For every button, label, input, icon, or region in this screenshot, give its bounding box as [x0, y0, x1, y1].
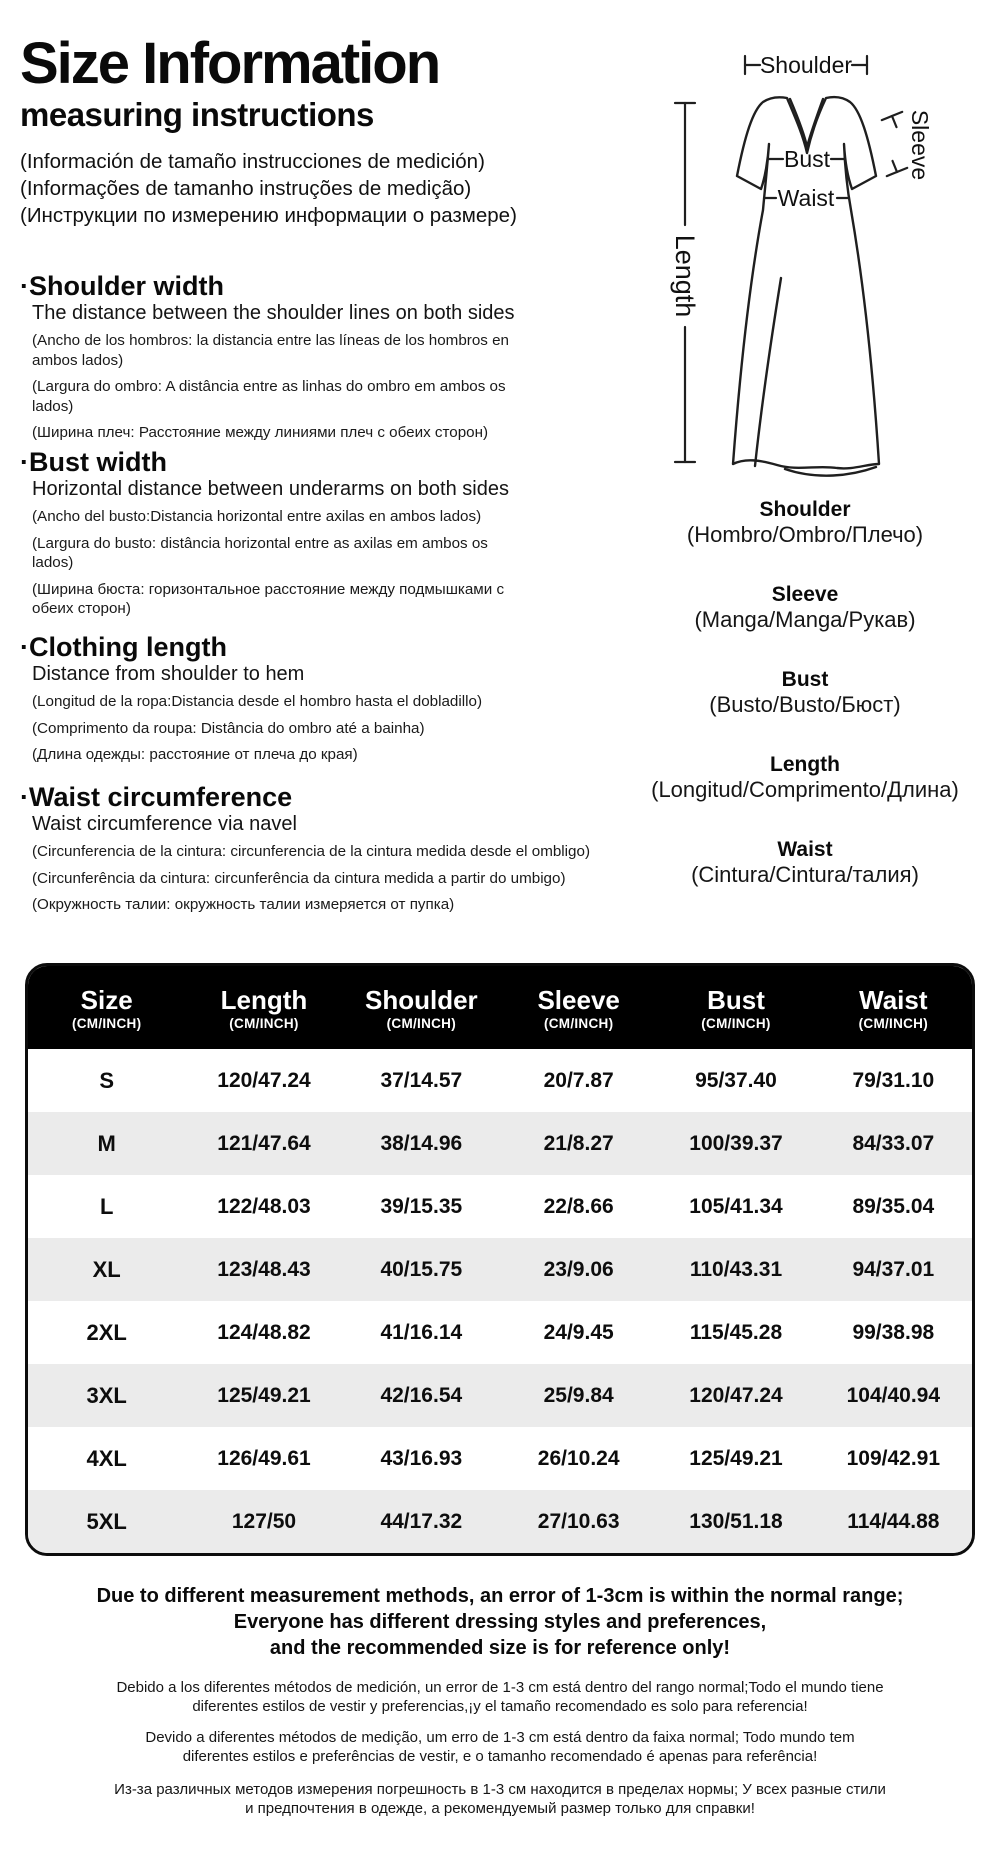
- cell-sleeve: 27/10.63: [537, 1509, 620, 1533]
- legend-translation: (Hombro/Ombro/Плечо): [686, 522, 924, 547]
- legend-term: Waist: [777, 838, 833, 861]
- cell-length: 124/48.82: [217, 1320, 311, 1344]
- translation-es: (Ancho de los hombros: la distancia entre las líneas de los hombros en ambos lados): [32, 332, 509, 369]
- cell-size: L: [99, 1193, 114, 1219]
- notice-portuguese: [0, 1728, 1000, 1766]
- cell-waist: 79/31.10: [852, 1068, 935, 1092]
- cell-length: 123/48.43: [217, 1257, 311, 1281]
- sleeve-tick-top: [882, 112, 907, 131]
- title-translation-es: (Información de tamaño instrucciones de medición): [20, 150, 485, 173]
- cell-waist: 99/38.98: [852, 1320, 935, 1344]
- notice-ru-line2: и предпочтения в одежде, а рекомендуемый размер только для справки!: [245, 1800, 755, 1817]
- dress-diagram-svg: [585, 40, 1000, 492]
- cell-waist: 89/35.04: [852, 1194, 935, 1218]
- cell-shoulder: 37/14.57: [380, 1068, 463, 1092]
- table-row-5xl: [28, 1490, 972, 1553]
- notice-en-line1: Due to different measurement methods, an error of 1-3cm is within the normal range;: [96, 1585, 904, 1607]
- cell-waist: 104/40.94: [846, 1383, 941, 1407]
- legend-term: Length: [770, 753, 840, 776]
- section-clothing-length: [20, 632, 580, 772]
- cell-length: 122/48.03: [217, 1194, 311, 1218]
- translation-ru: (Ширина бюста: горизонтальное расстояние между подмышками с обеих сторон): [32, 580, 505, 617]
- legend-term: Shoulder: [759, 498, 851, 521]
- legend-item-shoulder: [585, 498, 1000, 547]
- cell-bust: 115/45.28: [689, 1320, 783, 1344]
- notice-es-line1: Debido a los diferentes métodos de medición, un error de 1-3 cm está dentro del rango normal;Todo el mundo tiene: [116, 1679, 884, 1696]
- notice-pt-line1: Devido a diferentes métodos de medição, um erro de 1-3 cm está dentro da faixa normal; Todo mundo tem: [145, 1729, 855, 1746]
- table-row-3xl: [28, 1364, 972, 1427]
- notice-en-line2: Everyone has different dressing styles and preferences,: [233, 1611, 767, 1633]
- section-heading: ·Bust width: [20, 447, 167, 477]
- section-description: Horizontal distance between underarms on both sides: [32, 478, 509, 500]
- cell-length: 126/49.61: [217, 1446, 311, 1470]
- diagram-shoulder-label: Shoulder: [759, 52, 853, 78]
- size-table: [25, 963, 975, 1556]
- title-translations: [20, 148, 580, 229]
- title-translation-pt: (Informações de tamanho instruções de medição): [20, 177, 472, 200]
- cell-length: 127/50: [231, 1509, 297, 1533]
- translation-ru: (Окружность талии: окружность талии измеряется от пупка): [32, 896, 455, 913]
- cell-size: 2XL: [86, 1319, 127, 1345]
- diagram-sleeve-label: Sleeve: [907, 109, 933, 181]
- title-block: [20, 33, 580, 229]
- page-title: Size Information: [20, 31, 440, 96]
- column-header-waist: Waist (CM/INCH): [858, 984, 929, 1031]
- cell-sleeve: 23/9.06: [543, 1257, 614, 1281]
- table-row-l: [28, 1175, 972, 1238]
- column-header-shoulder: Shoulder (CM/INCH): [364, 984, 478, 1031]
- notice-es-line2: diferentes estilos de vestir y preferencias,¡y el tamaño recomendado es solo para referencia!: [192, 1698, 808, 1715]
- diagram-bust-label: Bust: [783, 146, 831, 172]
- legend-term: Bust: [781, 668, 829, 691]
- cell-sleeve: 20/7.87: [543, 1068, 614, 1092]
- bullet: ·: [20, 271, 29, 301]
- section-description: Waist circumference via navel: [32, 813, 297, 835]
- cell-length: 125/49.21: [217, 1383, 311, 1407]
- dress-measure-diagram: [585, 40, 1000, 492]
- cell-waist: 94/37.01: [852, 1257, 935, 1281]
- notice-russian: [0, 1780, 1000, 1818]
- translation-ru: (Ширина плеч: Расстояние между линиями плеч с обеих сторон): [32, 424, 489, 441]
- cell-size: M: [97, 1130, 116, 1156]
- cell-sleeve: 21/8.27: [543, 1131, 614, 1155]
- bullet: ·: [20, 632, 29, 662]
- section-description: The distance between the shoulder lines on both sides: [32, 302, 515, 324]
- translation-pt: (Largura do busto: distância horizontal entre as axilas em ambos os lados): [32, 534, 488, 571]
- cell-bust: 130/51.18: [689, 1509, 783, 1533]
- section-translations: [20, 842, 591, 915]
- section-translations: [20, 507, 580, 619]
- cell-bust: 120/47.24: [689, 1383, 783, 1407]
- column-header-bust: Bust (CM/INCH): [701, 984, 771, 1031]
- section-bust-width: [20, 447, 580, 626]
- cell-size: 4XL: [86, 1445, 127, 1471]
- table-row-m: [28, 1112, 972, 1175]
- sleeve-tick-bottom: [882, 157, 907, 176]
- legend-translation: (Longitud/Comprimento/Длина): [651, 777, 959, 802]
- translation-pt: (Largura do ombro: A distância entre as linhas do ombro em ambos os lados): [32, 378, 506, 415]
- legend-translation: (Busto/Busto/Бюст): [709, 692, 901, 717]
- table-row-s: [28, 1049, 972, 1112]
- table-row-xl: [28, 1238, 972, 1301]
- diagram-waist-label: Waist: [777, 185, 835, 211]
- cell-shoulder: 44/17.32: [380, 1509, 463, 1533]
- section-heading: ·Waist circumference: [20, 782, 293, 812]
- legend-item-sleeve: [585, 583, 1000, 632]
- cell-waist: 109/42.91: [846, 1446, 941, 1470]
- legend-term: Sleeve: [771, 583, 839, 606]
- cell-shoulder: 40/15.75: [380, 1257, 463, 1281]
- page-subtitle: measuring instructions: [20, 96, 374, 133]
- measure-legend: [585, 498, 1000, 923]
- legend-translation: (Cintura/Cintura/талия): [691, 862, 919, 887]
- section-translations: [20, 331, 580, 443]
- cell-size: 3XL: [86, 1382, 127, 1408]
- cell-waist: 84/33.07: [852, 1131, 935, 1155]
- cell-size: 5XL: [86, 1508, 127, 1534]
- legend-item-length: [585, 753, 1000, 802]
- section-heading: ·Clothing length: [20, 632, 227, 662]
- cell-waist: 114/44.88: [847, 1509, 940, 1533]
- translation-pt: (Circunferência da cintura: circunferência da cintura medida a partir do umbigo): [32, 869, 566, 887]
- cell-sleeve: 22/8.66: [543, 1194, 614, 1218]
- notice-ru-line1: Из-за различных методов измерения погрешность в 1-3 см находится в пределах нормы; У всех разные стили: [114, 1781, 886, 1798]
- column-header-length: Length (CM/INCH): [220, 984, 308, 1031]
- notice-en-line3: and the recommended size is for reference only!: [269, 1637, 731, 1659]
- diagram-length-label: Length: [670, 234, 700, 318]
- column-header-size: Size (CM/INCH): [71, 984, 142, 1031]
- legend-item-waist: [585, 838, 1000, 887]
- section-shoulder-width: [20, 271, 580, 450]
- section-translations: [20, 692, 580, 765]
- section-heading: ·Shoulder width: [20, 271, 224, 301]
- title-translation-ru: (Инструкции по измерению информации о размере): [20, 204, 517, 227]
- cell-bust: 100/39.37: [689, 1131, 783, 1155]
- cell-shoulder: 41/16.14: [380, 1320, 463, 1344]
- bullet: ·: [20, 782, 29, 812]
- cell-sleeve: 26/10.24: [537, 1446, 620, 1470]
- column-header-sleeve: Sleeve (CM/INCH): [537, 984, 620, 1031]
- cell-bust: 125/49.21: [689, 1446, 783, 1470]
- size-table-header: [28, 966, 972, 1049]
- cell-shoulder: 43/16.93: [380, 1446, 463, 1470]
- cell-sleeve: 24/9.45: [543, 1320, 614, 1344]
- section-description: Distance from shoulder to hem: [32, 663, 305, 685]
- cell-bust: 105/41.34: [689, 1194, 783, 1218]
- translation-es: (Circunferencia de la cintura: circunferencia de la cintura medida desde el ombligo): [32, 843, 591, 860]
- section-waist-circumference: [20, 782, 591, 922]
- table-row-2xl: [28, 1301, 972, 1364]
- cell-sleeve: 25/9.84: [543, 1383, 614, 1407]
- cell-shoulder: 42/16.54: [380, 1383, 463, 1407]
- translation-es: (Longitud de la ropa:Distancia desde el hombro hasta el dobladillo): [32, 693, 483, 710]
- cell-bust: 110/43.31: [689, 1257, 783, 1281]
- notice-english: [0, 1583, 1000, 1661]
- legend-item-bust: [585, 668, 1000, 717]
- table-row-4xl: [28, 1427, 972, 1490]
- cell-size: S: [99, 1067, 114, 1093]
- cell-shoulder: 39/15.35: [380, 1194, 463, 1218]
- cell-bust: 95/37.40: [695, 1068, 777, 1092]
- cell-shoulder: 38/14.96: [380, 1131, 463, 1155]
- bullet: ·: [20, 447, 29, 477]
- notice-spanish: [0, 1678, 1000, 1716]
- translation-es: (Ancho del busto:Distancia horizontal entre axilas en ambos lados): [32, 508, 482, 525]
- cell-size: XL: [92, 1256, 121, 1282]
- cell-length: 120/47.24: [217, 1068, 311, 1092]
- translation-ru: (Длина одежды: расстояние от плеча до края): [32, 746, 358, 763]
- legend-translation: (Manga/Manga/Рукав): [694, 607, 916, 632]
- translation-pt: (Comprimento da roupa: Distância do ombro até a bainha): [32, 719, 425, 737]
- cell-length: 121/47.64: [217, 1131, 311, 1155]
- notice-pt-line2: diferentes estilos e preferências de vestir, e o tamanho recomendado é apenas para referência!: [182, 1748, 818, 1765]
